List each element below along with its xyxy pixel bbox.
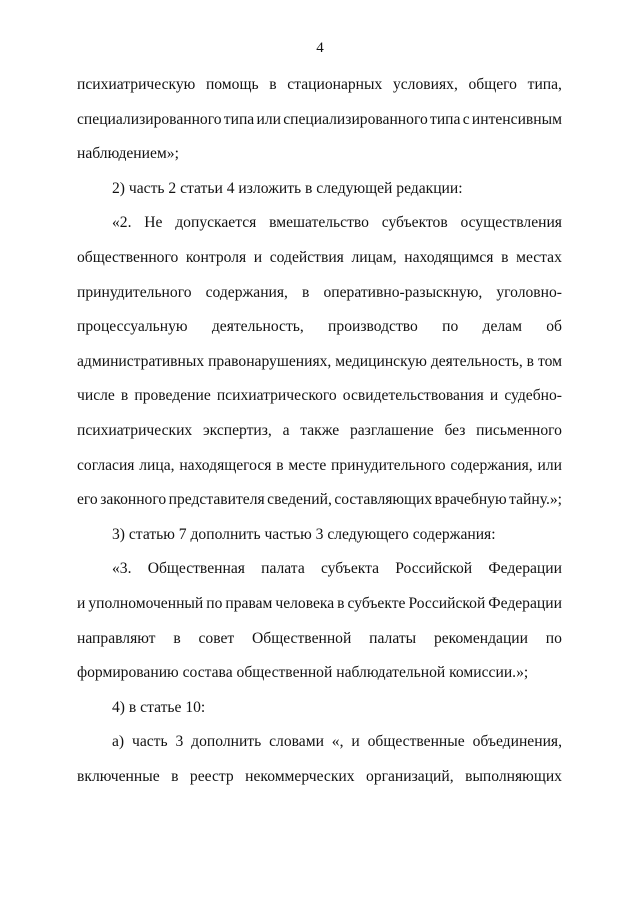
- word: правонарушениях,: [208, 353, 332, 370]
- word: деятельность,: [211, 318, 304, 335]
- word: содержания,: [205, 284, 288, 301]
- text-line-5: [112, 213, 562, 233]
- word: законного: [100, 491, 167, 508]
- word: «,: [331, 733, 344, 750]
- word: типа: [223, 111, 255, 128]
- word: Не: [144, 214, 163, 231]
- word: специализированного: [283, 111, 428, 128]
- word: с: [462, 111, 470, 128]
- word: совет: [198, 630, 235, 647]
- word: палата: [261, 560, 305, 577]
- word: Российской: [395, 560, 473, 577]
- word: интенсивным: [471, 111, 562, 128]
- text-line-21: [77, 767, 562, 787]
- text-line-6: [77, 248, 562, 268]
- text-line-12: [77, 456, 562, 476]
- text-line-2: [77, 110, 562, 130]
- word: по: [545, 630, 562, 647]
- word: или: [537, 457, 562, 474]
- word: также: [300, 422, 340, 439]
- word: в: [337, 595, 345, 612]
- word: Общественной: [252, 630, 352, 647]
- word: освидетельствования: [342, 387, 484, 404]
- word: проведение: [134, 387, 211, 404]
- word: типа,: [527, 76, 562, 93]
- word: организаций,: [366, 768, 454, 785]
- text-line-19: 4) в статье 10:: [112, 699, 206, 716]
- word: судебно-: [504, 387, 562, 404]
- word: процессуальную: [77, 318, 188, 335]
- word: субъекта: [320, 560, 380, 577]
- page-number: 4: [316, 40, 324, 56]
- word: осуществления: [460, 214, 562, 231]
- text-line-18: формированию состава общественной наблюдательной комиссии.»;: [77, 664, 529, 681]
- word: дополнить: [191, 733, 262, 750]
- word: Общественная: [147, 560, 245, 577]
- word: и: [77, 595, 86, 612]
- word: словами: [269, 733, 324, 750]
- word: психиатрическую: [77, 76, 196, 93]
- word: Федерации: [488, 595, 562, 612]
- word: реестр: [189, 768, 234, 785]
- text-line-3: наблюдением»;: [77, 145, 179, 162]
- word: помощь: [205, 76, 259, 93]
- word: Федерации: [488, 560, 562, 577]
- word: допускается: [175, 214, 257, 231]
- word: субъектов: [381, 214, 448, 231]
- text-line-16: [77, 594, 562, 614]
- word: направляют: [77, 630, 156, 647]
- word: в: [269, 76, 277, 93]
- word: находящегося: [179, 457, 272, 474]
- word: или: [256, 111, 281, 128]
- word: письменного: [476, 422, 562, 439]
- word: принудительного: [331, 457, 446, 474]
- text-line-10: [77, 386, 562, 406]
- word: в: [120, 387, 129, 404]
- text-line-14: 3) статью 7 дополнить частью 3 следующего содержания:: [112, 526, 496, 543]
- word: условиях,: [392, 76, 458, 93]
- word: общего: [468, 76, 517, 93]
- word: «3.: [112, 560, 132, 577]
- text-line-13: [77, 490, 562, 510]
- word: и: [489, 387, 499, 404]
- word: местах: [516, 249, 562, 266]
- word: тайну.»;: [509, 491, 562, 508]
- word: 3: [175, 733, 184, 750]
- word: некоммерческих: [245, 768, 355, 785]
- word: оперативно-разыскную,: [323, 284, 483, 301]
- word: уголовно-: [496, 284, 562, 301]
- word: делам: [482, 318, 522, 335]
- word: том: [537, 353, 562, 370]
- text-line-11: [77, 421, 562, 441]
- word: без: [444, 422, 466, 439]
- word: по: [206, 595, 223, 612]
- word: в: [501, 249, 509, 266]
- text-line-4: 2) часть 2 статьи 4 изложить в следующей редакции:: [112, 180, 463, 197]
- word: выполняющих: [465, 768, 562, 785]
- word: принудительного: [77, 284, 192, 301]
- word: в: [171, 768, 179, 785]
- word: экспертиз,: [202, 422, 272, 439]
- word: в: [526, 353, 535, 370]
- text-line-9: [77, 352, 562, 372]
- word: человека: [275, 595, 335, 612]
- text-line-1: [77, 75, 562, 95]
- word: а: [282, 422, 290, 439]
- word: содержания,: [450, 457, 533, 474]
- word: и: [253, 249, 263, 266]
- word: административных: [77, 353, 205, 370]
- word: включенные: [77, 768, 160, 785]
- word: согласия: [77, 457, 135, 474]
- word: производство: [328, 318, 418, 335]
- word: лицам,: [351, 249, 397, 266]
- text-line-17: [77, 629, 562, 649]
- word: в: [173, 630, 181, 647]
- word: сведений,: [267, 491, 332, 508]
- word: составляющих: [334, 491, 433, 508]
- word: «2.: [112, 214, 132, 231]
- word: психиатрических: [77, 422, 193, 439]
- word: типа: [430, 111, 461, 128]
- word: врачебную: [434, 491, 507, 508]
- text-line-15: [112, 559, 562, 579]
- word: уполномоченный: [88, 595, 204, 612]
- text-line-8: [77, 317, 562, 337]
- word: деятельность,: [430, 353, 523, 370]
- word: числе: [77, 387, 115, 404]
- word: по: [442, 318, 459, 335]
- word: палаты: [369, 630, 417, 647]
- word: лица,: [139, 457, 175, 474]
- word: часть: [132, 733, 168, 750]
- word: находящимся: [404, 249, 494, 266]
- word: его: [77, 491, 98, 508]
- text-line-7: [77, 283, 562, 303]
- word: медицинскую: [335, 353, 427, 370]
- word: и: [351, 733, 360, 750]
- word: содействия: [269, 249, 344, 266]
- word: специализированного: [77, 111, 222, 128]
- word: психиатрического: [216, 387, 337, 404]
- word: представителя: [168, 491, 265, 508]
- word: Российской: [408, 595, 486, 612]
- word: рекомендации: [433, 630, 528, 647]
- word: объединения,: [472, 733, 562, 750]
- word: субъекте: [347, 595, 406, 612]
- word: общественного: [77, 249, 179, 266]
- word: контроля: [185, 249, 247, 266]
- word: стационарных: [287, 76, 383, 93]
- word: в: [302, 284, 310, 301]
- word: а): [112, 733, 125, 750]
- word: разглашение: [349, 422, 434, 439]
- text-line-20: [112, 732, 562, 752]
- word: об: [546, 318, 562, 335]
- word: правам: [225, 595, 273, 612]
- word: месте: [288, 457, 327, 474]
- word: вмешательство: [269, 214, 369, 231]
- word: общественные: [367, 733, 465, 750]
- word: в: [276, 457, 284, 474]
